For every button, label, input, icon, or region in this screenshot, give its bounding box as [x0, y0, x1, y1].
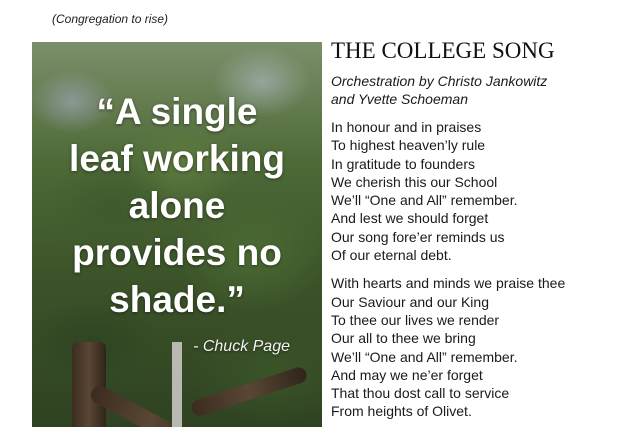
quote-line: alone	[128, 185, 226, 226]
orchestration-line: and Yvette Schoeman	[331, 91, 468, 107]
verse-line: In honour and in praises	[331, 119, 482, 135]
verse-line: Our Saviour and our King	[331, 293, 489, 310]
quote-line: “A single	[96, 91, 258, 132]
quote-text	[32, 88, 322, 323]
fence-post	[172, 342, 182, 427]
verse-line: We’ll “One and All” remember.	[331, 348, 518, 365]
quote-line: shade.”	[109, 279, 245, 320]
verse-line: In gratitude to founders	[331, 155, 475, 172]
verse-line: From heights of Olivet.	[331, 403, 472, 420]
orchestration-credit	[331, 72, 631, 108]
tree-trunk	[72, 342, 106, 427]
verse-line: Of our eternal debt.	[331, 247, 452, 264]
quote-attribution: - Chuck Page	[193, 338, 290, 355]
orchestration-line: Orchestration by Christo Jankowitz	[331, 73, 548, 89]
tree-branch	[190, 365, 309, 417]
tree-photo	[32, 42, 322, 427]
verse-line: And may we ne’er forget	[331, 366, 483, 383]
verse-line: And lest we should forget	[331, 210, 489, 227]
verse-line: Our all to thee we bring	[331, 330, 476, 347]
verse-line: With hearts and minds we praise thee	[331, 275, 566, 292]
verse-line: Our song fore’er reminds us	[331, 228, 505, 245]
verse-line: To thee our lives we render	[331, 311, 500, 328]
congregation-instruction: (Congregation to rise)	[52, 12, 169, 26]
song-title: THE COLLEGE SONG	[331, 38, 555, 63]
verse-line: To highest heaven’ly rule	[331, 137, 486, 154]
verse-1	[331, 118, 631, 264]
verse-2	[331, 274, 631, 420]
quote-line: provides no	[72, 232, 282, 273]
quote-line: leaf working	[69, 138, 285, 179]
verse-line: That thou dost call to service	[331, 385, 510, 402]
college-song	[331, 36, 631, 421]
verse-line: We cherish this our School	[331, 173, 498, 190]
verse-line: We’ll “One and All” remember.	[331, 192, 518, 209]
